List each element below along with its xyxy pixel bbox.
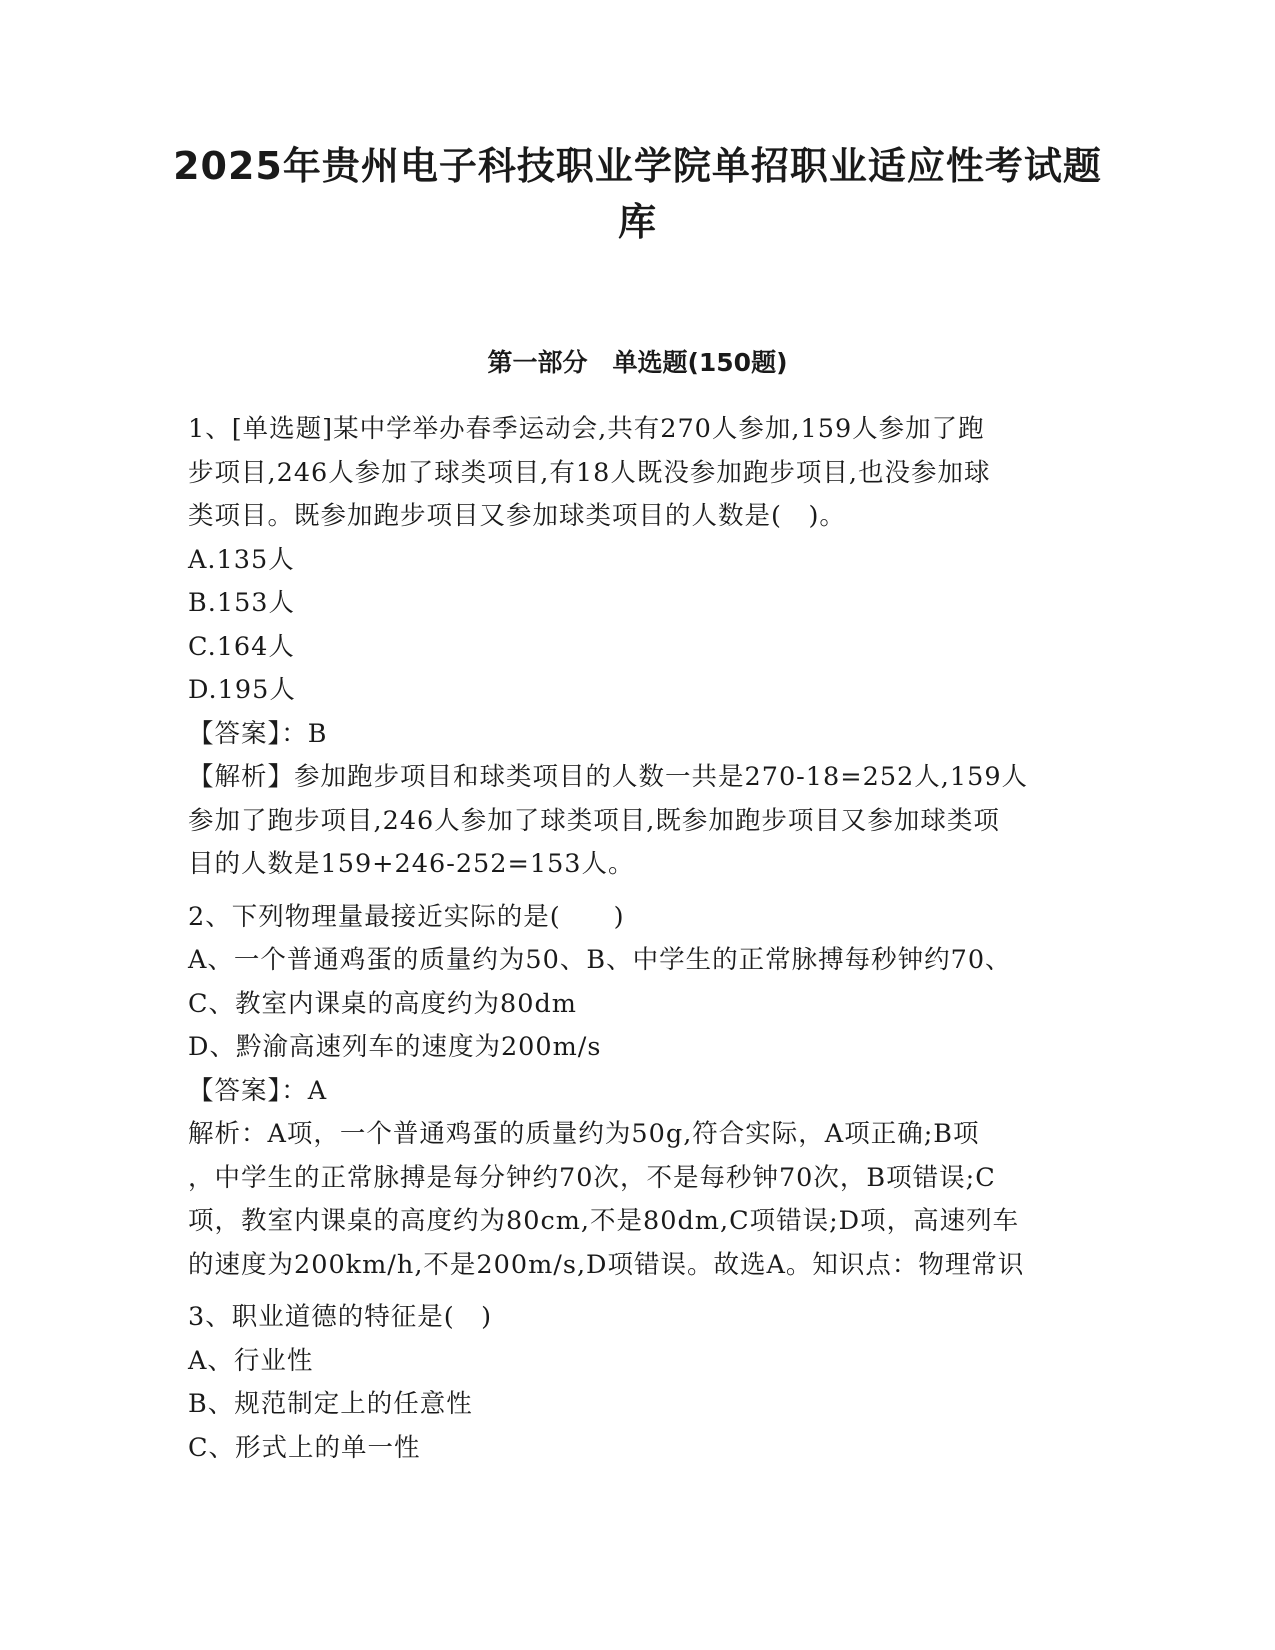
option-b: B、规范制定上的任意性 (188, 1389, 473, 1419)
explanation-line: 目的人数是159+246-252=153人。 (188, 849, 635, 879)
title-line-1: 2025年贵州电子科技职业学院单招职业适应性考试题 (173, 144, 1102, 188)
answer-line: 【答案】：B (188, 718, 328, 749)
option-a: A.135人 (188, 544, 295, 575)
explanation-line: 的速度为200km/h,不是200m/s,D项错误。故选A。知识点：物理常识 (188, 1249, 1025, 1280)
title-line-2: 库 (617, 200, 657, 244)
explanation-line: 【解析】参加跑步项目和球类项目的人数一共是270-18=252人,159人 (188, 762, 1029, 792)
explanation-line: 解析：A项，一个普通鸡蛋的质量约为50g,符合实际，A项正确;B项 (188, 1119, 980, 1149)
question-1 (188, 408, 1093, 887)
option-a: A、行业性 (188, 1345, 314, 1376)
option-d: D、黔渝高速列车的速度为200m/s (188, 1032, 602, 1062)
option-line: A、一个普通鸡蛋的质量约为50、B、中学生的正常脉搏每秒钟约70、 (188, 945, 1012, 975)
question-line: 3、职业道德的特征是( ) (188, 1302, 493, 1332)
question-line: 1、[单选题]某中学举办春季运动会,共有270人参加,159人参加了跑 (188, 414, 985, 444)
question-line: 类项目。既参加跑步项目又参加球类项目的人数是( )。 (188, 501, 846, 531)
answer-line: 【答案】：A (188, 1075, 328, 1106)
explanation-line: 参加了跑步项目,246人参加了球类项目,既参加跑步项目又参加球类项 (188, 805, 1000, 836)
question-line: 2、下列物理量最接近实际的是( ) (188, 901, 625, 932)
explanation-line: ，中学生的正常脉搏是每分钟约70次，不是每秒钟70次，B项错误;C (188, 1162, 996, 1193)
document-title (160, 138, 1115, 250)
question-2 (188, 896, 1093, 1288)
option-c: C、教室内课桌的高度约为80dm (188, 988, 577, 1019)
section-heading: 第一部分 单选题(150题) (487, 348, 788, 377)
option-d: D.195人 (188, 675, 296, 705)
explanation-line: 项，教室内课桌的高度约为80cm,不是80dm,C项错误;D项，高速列车 (188, 1206, 1020, 1236)
question-3 (188, 1296, 1093, 1470)
question-line: 步项目,246人参加了球类项目,有18人既没参加跑步项目,也没参加球 (188, 457, 991, 488)
option-b: B.153人 (188, 588, 296, 618)
option-c: C、形式上的单一性 (188, 1432, 421, 1463)
option-c: C.164人 (188, 631, 295, 662)
question-list (188, 408, 1093, 1470)
